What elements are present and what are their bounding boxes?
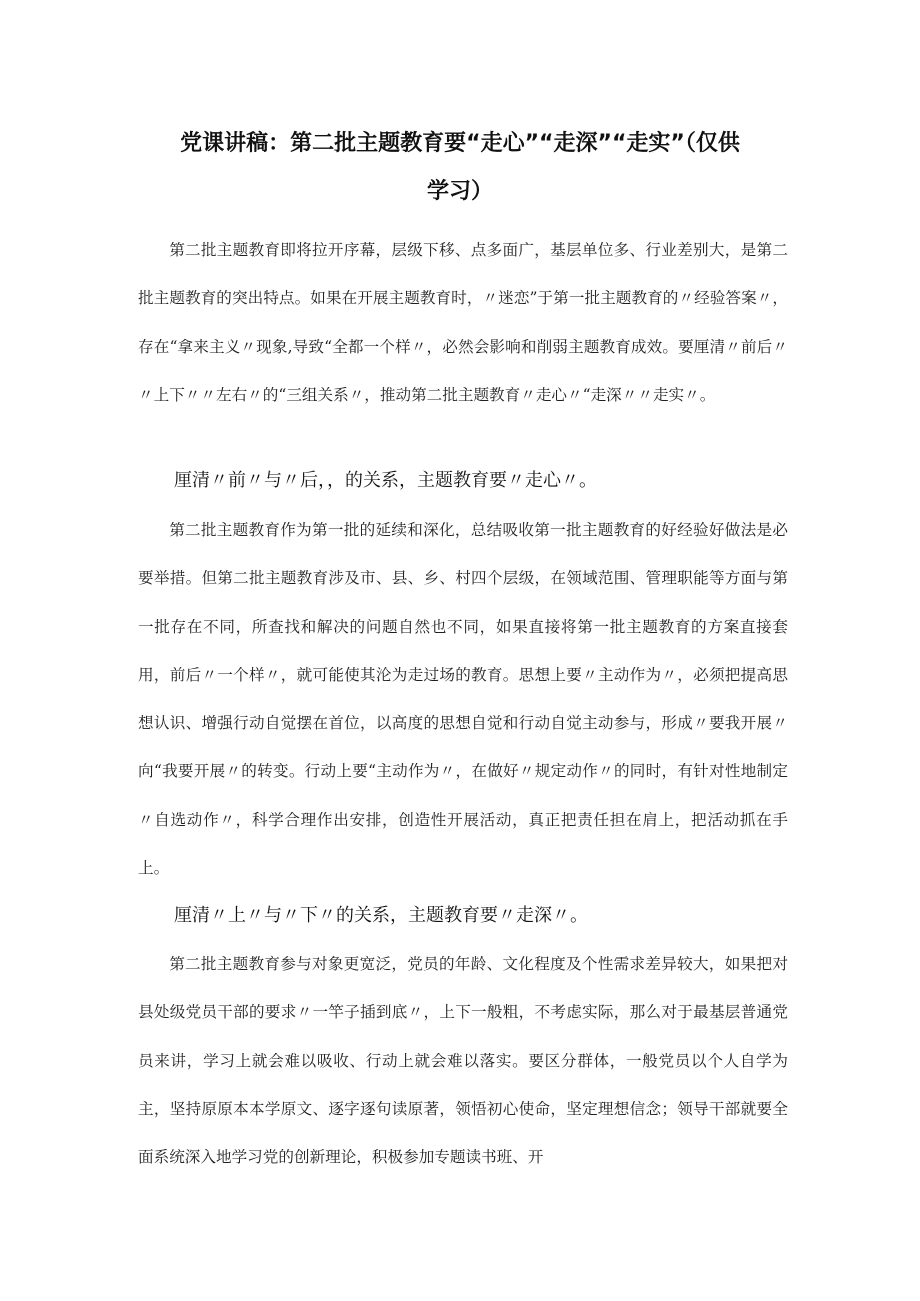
section1-paragraph: 第二批主题教育作为第一批的延续和深化，总结吸收第一批主题教育的好经验好做法是必要举措。但第二批主题教育涉及市、县、乡、村四个层级，在领域范围、管理职能等方面与第一批存在不同，所查找和解决的问题自然也不同，如果直接将第一批主题教育的方案直接套用，前后〃一个样〃，就可能使其沦为走过场的教育。思想上要〃主动作为〃，必须把提高思想认识、增强行动自觉摆在首位，以高度的思想自觉和行动自觉主动参与，形成〃要我开展〃向“我要开展〃的转变。行动上要“主动作为〃，在做好〃规定动作〃的同时，有针对性地制定〃自选动作〃，科学合理作出安排，创造性开展活动，真正把责任担在肩上，把活动抓在手上。 — [138, 521, 788, 878]
document-title-line1: 党课讲稿：第二批主题教育要“走心”“走深”“走实”（仅供 — [180, 131, 740, 156]
section1-heading: 厘清〃前〃与〃后，，的关系，主题教育要〃走心〃。 — [174, 470, 597, 491]
section2-heading: 厘清〃上〃与〃下〃的关系，主题教育要〃走深〃。 — [174, 905, 588, 926]
intro-paragraph: 第二批主题教育即将拉开序幕，层级下移、点多面广，基层单位多、行业差别大，是第二批主题教育的突出特点。如果在开展主题教育时，〃迷恋”于第一批主题教育的〃经验答案〃，存在“拿来主义〃现象,导致“全都一个样〃，必然会影响和削弱主题教育成效。要厘清〃前后〃〃上下〃〃左右〃的“三组关系〃，推动第二批主题教育〃走心〃“走深〃〃走实〃。 — [138, 241, 788, 404]
document-title-line2: 学习） — [426, 179, 493, 204]
section2-paragraph: 第二批主题教育参与对象更宽泛，党员的年龄、文化程度及个性需求差异较大，如果把对县处级党员干部的要求〃一竿子插到底〃，上下一般粗，不考虑实际，那么对于最基层普通党员来讲，学习上就会难以吸收、行动上就会难以落实。要区分群体，一般党员以个人自学为主，坚持原原本本学原文、逐字逐句读原著，领悟初心使命，坚定理想信念；领导干部就要全面系统深入地学习党的创新理论，积极参加专题读书班、开 — [138, 955, 788, 1167]
